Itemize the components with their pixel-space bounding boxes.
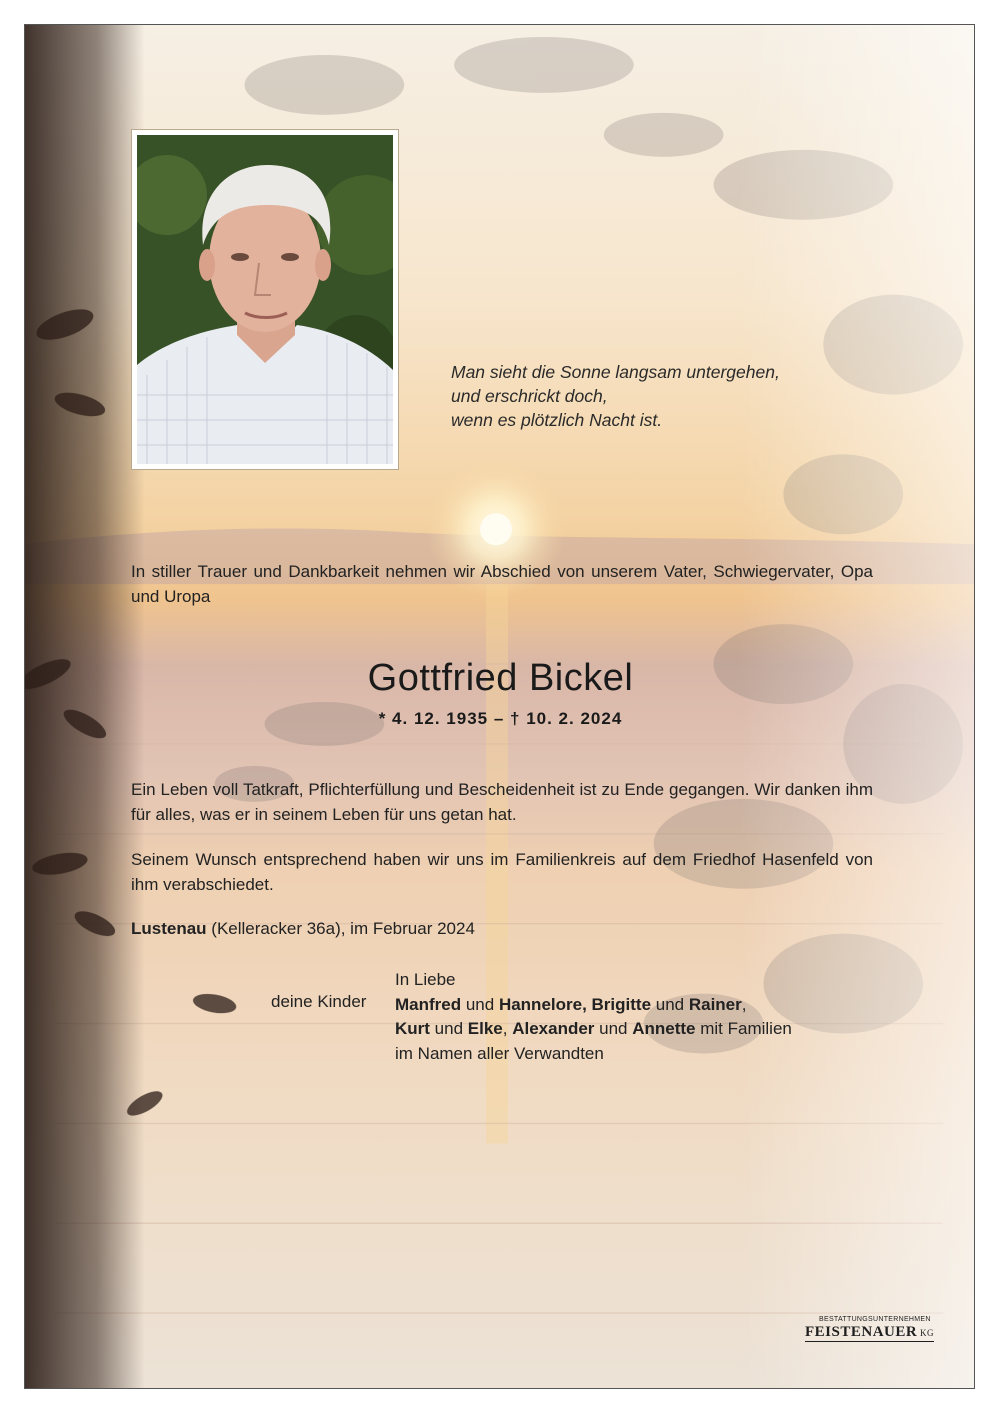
place-date-line <box>131 919 475 939</box>
signature-connector: , <box>502 1019 513 1038</box>
signature-connector: , <box>741 994 747 1014</box>
signature-line-2 <box>395 993 792 1018</box>
signature-name: Brigitte <box>591 994 652 1014</box>
life-dates: * 4. 12. 1935 – † 10. 2. 2024 <box>378 709 623 728</box>
signature-connector: und <box>651 994 689 1014</box>
portrait-photo <box>131 129 399 470</box>
quote-line: und erschrickt doch, <box>451 386 608 406</box>
logo-name-line <box>805 1324 934 1342</box>
signature-name: Kurt <box>395 1019 430 1038</box>
intro-text: In stiller Trauer und Dankbarkeit nehmen wir Abschied von unserem Vater, Schwiegervater, Opa und Uropa <box>131 562 873 606</box>
quote-line: Man sieht die Sonne langsam untergehen, <box>451 362 780 382</box>
place-city: Lustenau <box>131 919 207 938</box>
signature-label: deine Kinder <box>271 992 367 1011</box>
signature-name: Rainer <box>688 994 742 1014</box>
signature-connector: und <box>429 1019 468 1038</box>
tribute-paragraph: Ein Leben voll Tatkraft, Pflichterfüllung und Bescheidenheit ist zu Ende gegangen. Wir danken ihm für alles, was er in seinem Leben für uns getan hat. <box>131 780 873 824</box>
obituary-card <box>24 24 975 1389</box>
farewell-paragraph: Seinem Wunsch entsprechend haben wir uns im Familienkreis auf dem Friedhof Hasenfeld von ihm verabschiedet. <box>131 850 873 894</box>
funeral-home-logo <box>805 1316 934 1342</box>
logo-subtitle: BESTATTUNGSUNTERNEHMEN <box>819 1316 931 1323</box>
portrait-image <box>137 135 393 464</box>
place-rest: (Kelleracker 36a), im Februar 2024 <box>206 919 475 938</box>
logo-suffix: KG <box>917 1328 934 1338</box>
signature-name: Elke <box>467 1019 503 1038</box>
signature-line-1: In Liebe <box>395 970 456 989</box>
signature-block <box>395 968 792 1066</box>
signature-name: Hannelore, <box>498 994 587 1014</box>
signature-connector: mit Familien <box>695 1019 792 1038</box>
logo-name: FEISTENAUER <box>805 1324 918 1340</box>
memorial-quote <box>451 360 911 432</box>
signature-name: Manfred <box>395 994 462 1014</box>
quote-line: wenn es plötzlich Nacht ist. <box>451 410 663 430</box>
signature-connector: und <box>594 1019 633 1038</box>
signature-line-4: im Namen aller Verwandten <box>395 1043 604 1063</box>
signature-line-3 <box>395 1017 792 1042</box>
signature-name: Annette <box>632 1019 696 1038</box>
signature-name: Alexander <box>512 1019 595 1038</box>
deceased-name: Gottfried Bickel <box>367 657 634 699</box>
signature-connector: und <box>461 994 499 1014</box>
